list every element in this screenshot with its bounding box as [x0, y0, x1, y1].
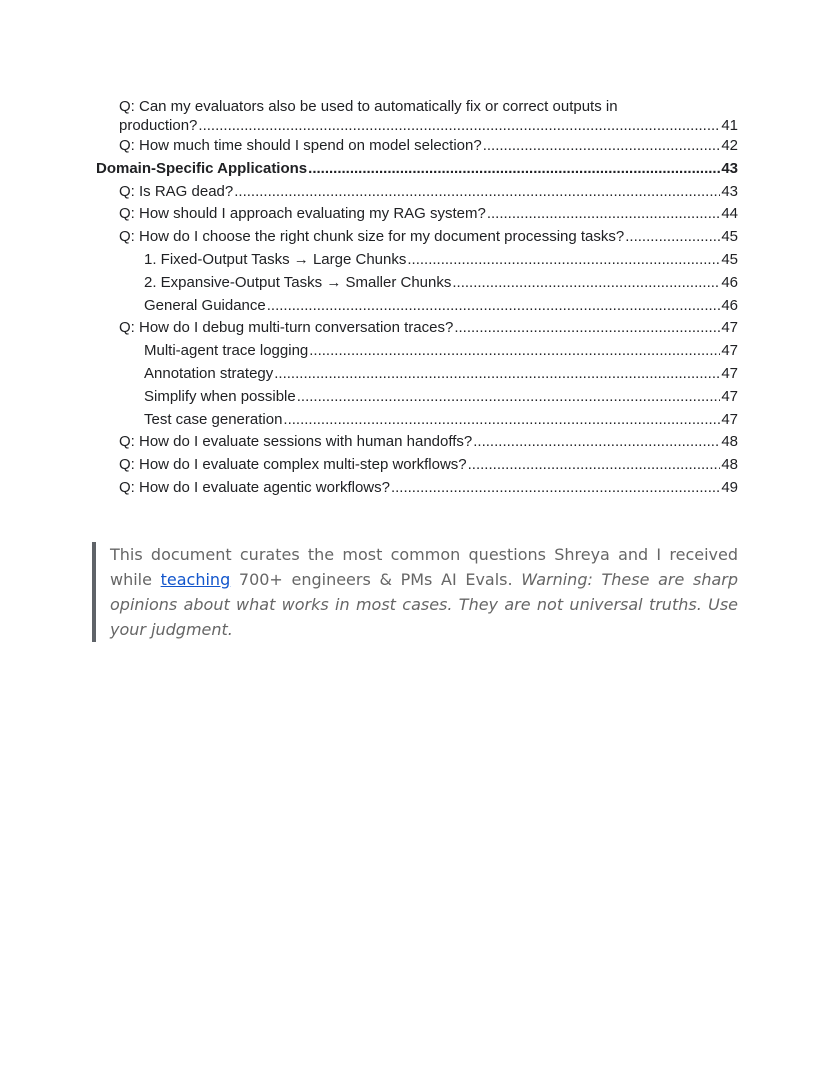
toc-leader-dots	[487, 203, 720, 226]
toc-entry-page: 49	[721, 478, 738, 496]
intro-callout	[92, 542, 738, 642]
toc-entry-title: Q: How do I debug multi-turn conversation traces?	[119, 319, 454, 337]
callout-text-middle: 700+ engineers & PMs AI Evals.	[230, 570, 522, 589]
toc-entry-title: Q: How do I evaluate sessions with human handoffs?	[119, 433, 473, 451]
toc-entry-page: 47	[721, 364, 738, 382]
toc-entry-title: Q: How much time should I spend on model selection?	[119, 137, 482, 154]
toc-entry-title: Q: How do I evaluate complex multi-step workflows?	[119, 456, 467, 474]
toc-entry-title: 1. Fixed-Output Tasks → Large Chunks	[144, 250, 407, 268]
toc-entry[interactable]	[96, 454, 738, 477]
toc-entry-page: 45	[721, 250, 738, 268]
toc-entry[interactable]	[96, 363, 738, 386]
toc-entry-page: 47	[721, 410, 738, 428]
toc-section-heading[interactable]	[96, 158, 738, 181]
toc-leader-dots	[625, 226, 720, 249]
toc-entry-page: 47	[721, 342, 738, 360]
toc-entry[interactable]	[96, 340, 738, 363]
toc-leader-dots	[407, 249, 720, 272]
toc-entry-page: 43	[721, 159, 738, 177]
toc-entry-title: 2. Expansive-Output Tasks → Smaller Chunks	[144, 273, 452, 291]
toc-leader-dots	[308, 158, 720, 181]
toc-entry-title: Test case generation	[144, 410, 283, 428]
toc-entry-page: 47	[721, 387, 738, 405]
toc-leader-dots	[391, 477, 720, 500]
toc-leader-dots	[309, 340, 720, 363]
toc-entry[interactable]	[96, 203, 738, 226]
toc-entry-title: General Guidance	[144, 296, 266, 314]
toc-entry[interactable]	[96, 317, 738, 340]
toc-entry-page: 46	[721, 273, 738, 291]
toc-entry-page: 47	[721, 319, 738, 337]
toc-entry-wrapped[interactable]	[96, 97, 738, 135]
toc-entry[interactable]	[96, 409, 738, 432]
toc-entry-page: 45	[721, 228, 738, 246]
toc-entry-page: 41	[721, 117, 738, 134]
toc-leader-dots	[297, 386, 721, 409]
toc-entry-page: 48	[721, 456, 738, 474]
toc-list	[96, 135, 738, 500]
toc-entry[interactable]	[96, 431, 738, 454]
toc-entry[interactable]	[96, 295, 738, 318]
toc-leader-dots	[468, 454, 721, 477]
callout-warning-text: Warning: These are sharp opinions about what works in most cases. They are not universal truths. Use your judgment.	[110, 570, 739, 639]
teaching-link[interactable]: teaching	[160, 570, 231, 589]
toc-leader-dots	[454, 317, 720, 340]
toc-entry-title: Q: How do I choose the right chunk size for my document processing tasks?	[119, 228, 625, 246]
toc-entry-title: Simplify when possible	[144, 387, 296, 405]
toc-entry-page: 48	[721, 433, 738, 451]
toc-entry-title: Q: How do I evaluate agentic workflows?	[119, 478, 390, 496]
toc-entry-title: Q: Is RAG dead?	[119, 182, 234, 200]
toc-leader-dots	[198, 116, 720, 135]
toc-entry-title: Annotation strategy	[144, 364, 274, 382]
toc-leader-dots	[452, 272, 720, 295]
toc-entry-page: 42	[721, 137, 738, 154]
toc-entry-title: Domain-Specific Applications	[96, 159, 308, 177]
toc-entry[interactable]	[96, 226, 738, 249]
toc-entry-page: 46	[721, 296, 738, 314]
toc-entry-page: 44	[721, 205, 738, 223]
toc-entry-title-line2: production?	[119, 117, 198, 134]
toc-entry[interactable]	[96, 386, 738, 409]
toc-leader-dots	[274, 363, 720, 386]
table-of-contents	[96, 97, 738, 500]
toc-leader-dots	[483, 135, 721, 158]
toc-entry[interactable]	[96, 135, 738, 158]
toc-entry-title: Multi-agent trace logging	[144, 342, 309, 360]
toc-entry[interactable]	[96, 249, 738, 272]
toc-entry[interactable]	[96, 477, 738, 500]
toc-entry-title-line1: Q: Can my evaluators also be used to automatically fix or correct outputs in	[119, 98, 618, 115]
toc-leader-dots	[267, 295, 721, 318]
toc-entry[interactable]	[96, 181, 738, 204]
callout-text-intro: This document curates the most common questions Shreya and I received while	[110, 545, 738, 589]
toc-entry-title: Q: How should I approach evaluating my RAG system?	[119, 205, 486, 223]
toc-entry[interactable]	[96, 272, 738, 295]
toc-leader-dots	[283, 409, 720, 432]
toc-entry-page: 43	[721, 182, 738, 200]
toc-leader-dots	[473, 431, 720, 454]
toc-leader-dots	[234, 181, 720, 204]
